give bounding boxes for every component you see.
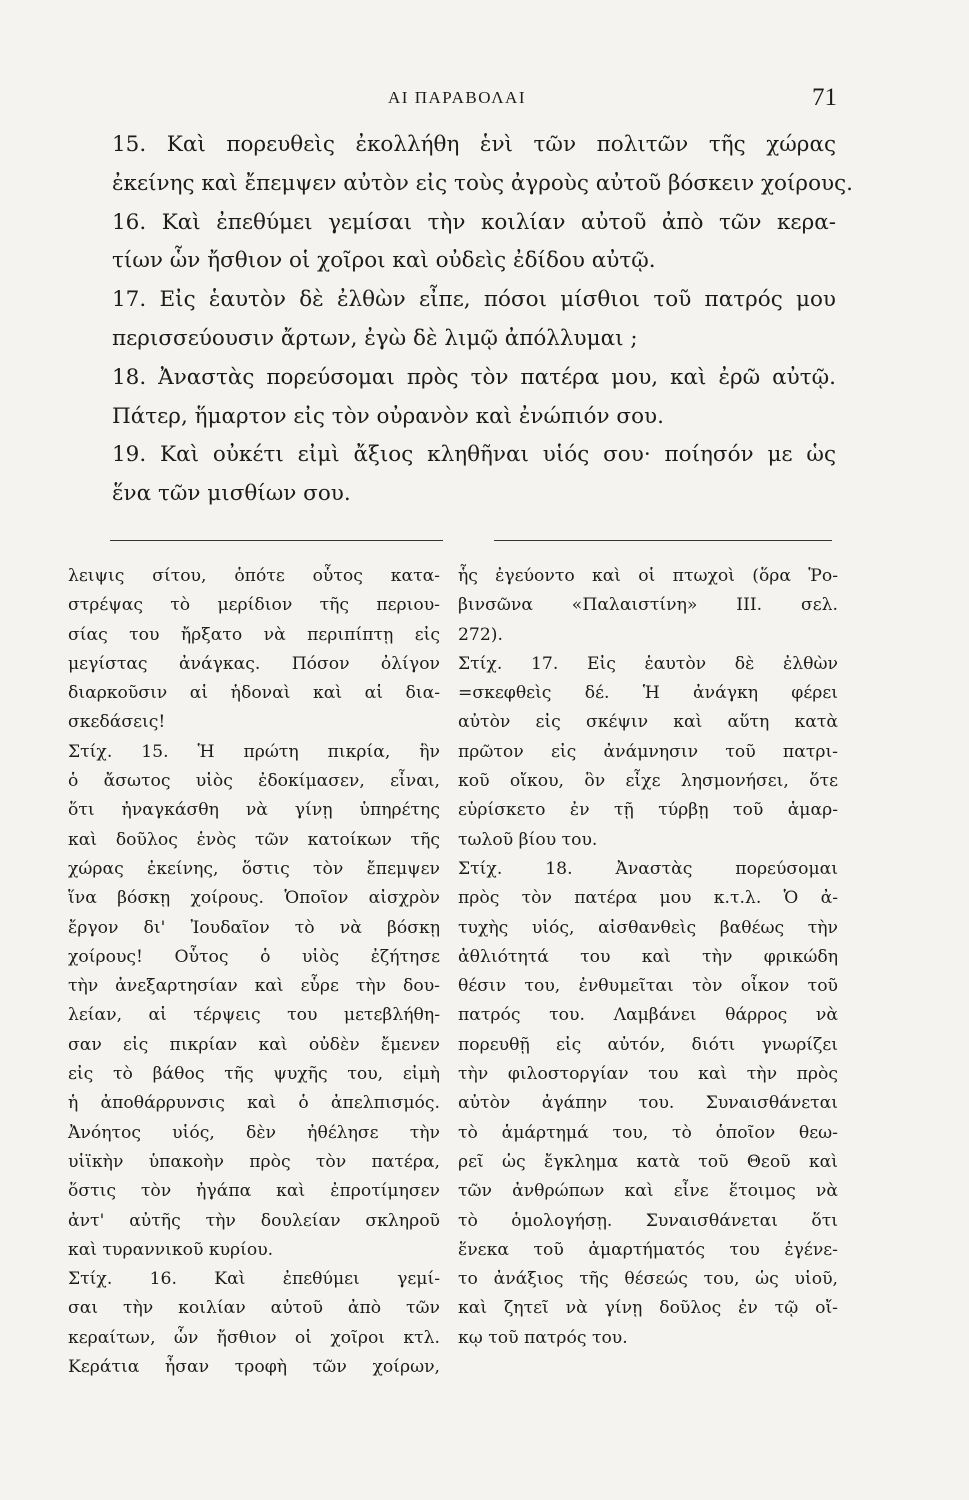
footnote-divider-right (494, 540, 832, 541)
commentary-line: βινσῶνα «Παλαιστίνη» ΙΙΙ. σελ. (458, 595, 838, 616)
commentary-line: τῶν ἀνθρώπων καὶ εἶνε ἕτοιμος νὰ (458, 1181, 838, 1202)
commentary-line: ρεῖ ὡς ἔγκλημα κατὰ τοῦ Θεοῦ καὶ (458, 1151, 838, 1172)
main-text-line: περισσεύουσιν ἄρτων, ἐγὼ δὲ λιμῷ ἀπόλλυμαι ; (112, 325, 638, 351)
main-text-line: 19. Καὶ οὐκέτι εἰμὶ ἄξιος κληθῆναι υἱός σου· ποίησόν με ὡς (112, 442, 836, 468)
commentary-line: ἔργον δι' Ἰουδαῖον τὸ νὰ βόσκῃ (68, 917, 440, 938)
commentary-line: Ἀνόητος υἱός, δὲν ἠθέλησε τὴν (68, 1122, 440, 1143)
commentary-line: ἧς ἐγεύοντο καὶ οἱ πτωχοὶ (ὅρα Ῥο- (458, 566, 838, 586)
commentary-line: κοῦ οἴκου, ὃν εἶχε λησμονήσει, ὅτε (458, 771, 838, 792)
commentary-line: πατρός του. Λαμβάνει θάρρος νὰ (458, 1005, 838, 1026)
footnote-divider-left (110, 540, 443, 541)
commentary-line: ἡ ἀποθάρρυνσις καὶ ὁ ἀπελπισμός. (68, 1093, 440, 1114)
commentary-line: πρῶτον εἰς ἀνάμνησιν τοῦ πατρι- (458, 741, 838, 762)
commentary-line: το ἀνάξιος τῆς θέσεώς του, ὡς υἱοῦ, (458, 1269, 838, 1290)
commentary-line: Στίχ. 17. Εἰς ἑαυτὸν δὲ ἐλθὼν (458, 653, 838, 674)
commentary-line: σαι τὴν κοιλίαν αὐτοῦ ἀπὸ τῶν (68, 1298, 440, 1319)
commentary-line: σκεδάσεις! (68, 712, 166, 733)
commentary-line: εἰς τὸ βάθος τῆς ψυχῆς του, εἰμὴ (68, 1064, 440, 1085)
main-text-line: ἕνα τῶν μισθίων σου. (112, 481, 351, 507)
commentary-line: κεραίτων, ὧν ἤσθιον οἱ χοῖροι κτλ. (68, 1327, 440, 1348)
main-text-line: Πάτερ, ἥμαρτον εἰς τὸν οὐρανὸν καὶ ἐνώπιόν σου. (112, 403, 664, 429)
commentary-line: αὐτὸν ἀγάπην του. Συναισθάνεται (458, 1093, 838, 1114)
main-text-line: 15. Καὶ πορευθεὶς ἐκολλήθη ἑνὶ τῶν πολιτῶν τῆς χώρας (112, 132, 836, 157)
commentary-line: αὐτὸν εἰς σκέψιν καὶ αὕτη κατὰ (458, 712, 838, 733)
main-text-line: ἐκείνης καὶ ἔπεμψεν αὐτὸν εἰς τοὺς ἀγροὺς αὐτοῦ βόσκειν χοίρους. (112, 170, 853, 196)
main-scripture-text (112, 126, 853, 514)
commentary-line: Στίχ. 15. Ἡ πρώτη πικρία, ἣν (68, 741, 440, 762)
commentary-line: τὸ ἁμάρτημά του, τὸ ὁποῖον θεω- (458, 1122, 838, 1143)
commentary-line: διαρκοῦσιν αἱ ἡδοναὶ καὶ αἱ δια- (68, 683, 440, 704)
main-text-line: 17. Εἰς ἑαυτὸν δὲ ἐλθὼν εἶπε, πόσοι μίσθιοι τοῦ πατρός μου (112, 287, 836, 313)
commentary-line: λειψις σίτου, ὁπότε οὗτος κατα- (68, 566, 440, 586)
commentary-line: Κεράτια ἦσαν τροφὴ τῶν χοίρων, (68, 1357, 440, 1378)
commentary-line: 272). (458, 624, 503, 645)
commentary-line: εὑρίσκετο ἐν τῇ τύρβῃ τοῦ ἁμαρ- (458, 800, 838, 821)
commentary-line: ὅστις τὸν ἠγάπα καὶ ἐπροτίμησεν (68, 1181, 440, 1202)
commentary-line: πρὸς τὸν πατέρα μου κ.τ.λ. Ὁ ἀ- (458, 888, 838, 909)
running-title: ΑΙ ΠΑΡΑΒΟΛΑΙ (388, 88, 526, 107)
commentary-line: σαν εἰς πικρίαν καὶ οὐδὲν ἔμενεν (68, 1034, 440, 1055)
commentary-line: τωλοῦ βίου του. (458, 829, 598, 850)
commentary-line: καὶ τυραννικοῦ κυρίου. (68, 1239, 274, 1260)
page-header (0, 84, 969, 118)
commentary-line: ἀθλιότητά του καὶ τὴν φρικώδη (458, 946, 838, 967)
main-text-line: 18. Ἀναστὰς πορεύσομαι πρὸς τὸν πατέρα μου, καὶ ἐρῶ αὐτῷ. (112, 364, 836, 390)
main-text-line: τίων ὧν ἤσθιον οἱ χοῖροι καὶ οὐδεὶς ἐδίδου αὐτῷ. (112, 248, 656, 274)
commentary-line: ὁ ἄσωτος υἱὸς ἐδοκίμασεν, εἶναι, (68, 771, 440, 792)
commentary-line: λείαν, αἱ τέρψεις του μετεβλήθη- (68, 1005, 440, 1026)
commentary-column-right (458, 562, 838, 1353)
commentary-line: τυχὴς υἱός, αἰσθανθεὶς βαθέως τὴν (458, 917, 838, 938)
commentary-line: καὶ ζητεῖ νὰ γίνῃ δοῦλος ἐν τῷ οἴ- (458, 1298, 838, 1319)
main-text-line: 16. Καὶ ἐπεθύμει γεμίσαι τὴν κοιλίαν αὐτοῦ ἀπὸ τῶν κερα- (112, 209, 836, 235)
commentary-line: στρέψας τὸ μερίδιον τῆς περιου- (68, 595, 440, 616)
commentary-line: καὶ δοῦλος ἑνὸς τῶν κατοίκων τῆς (68, 829, 440, 850)
commentary-line: =σκεφθεὶς δέ. Ἡ ἀνάγκη φέρει (458, 683, 838, 704)
commentary-line: ὅτι ἠναγκάσθη νὰ γίνῃ ὑπηρέτης (68, 800, 440, 821)
commentary-line: τὴν ἀνεξαρτησίαν καὶ εὗρε τὴν δου- (68, 976, 440, 997)
commentary-line: μεγίστας ἀνάγκας. Πόσον ὀλίγον (68, 653, 440, 674)
commentary-line: Στίχ. 16. Καὶ ἐπεθύμει γεμί- (68, 1269, 440, 1290)
commentary-line: τὸ ὁμολογήσῃ. Συναισθάνεται ὅτι (458, 1210, 838, 1231)
commentary-column-left (68, 562, 440, 1382)
commentary-line: θέσιν του, ἐνθυμεῖται τὸν οἶκον τοῦ (458, 976, 838, 997)
page-number: 71 (812, 84, 837, 111)
commentary-line: κῳ τοῦ πατρός του. (458, 1327, 628, 1348)
commentary-line: ἵνα βόσκῃ χοίρους. Ὁποῖον αἰσχρὸν (68, 888, 440, 909)
commentary-line: ἕνεκα τοῦ ἁμαρτήματός του ἐγένε- (458, 1239, 838, 1260)
commentary-line: χοίρους! Οὗτος ὁ υἱὸς ἐζήτησε (68, 946, 440, 967)
commentary-line: Στίχ. 18. Ἀναστὰς πορεύσομαι (458, 858, 838, 879)
commentary-line: ἀντ' αὐτῆς τὴν δουλείαν σκληροῦ (68, 1210, 440, 1231)
commentary-line: χώρας ἐκείνης, ὅστις τὸν ἔπεμψεν (68, 858, 440, 879)
commentary-line: υἱϊκὴν ὑπακοὴν πρὸς τὸν πατέρα, (68, 1151, 440, 1172)
commentary-line: τὴν φιλοστοργίαν του καὶ τὴν πρὸς (458, 1064, 838, 1085)
commentary-line: πορευθῇ εἰς αὐτόν, διότι γνωρίζει (458, 1034, 838, 1055)
commentary-line: σίας του ἤρξατο νὰ περιπίπτῃ εἰς (68, 624, 440, 645)
